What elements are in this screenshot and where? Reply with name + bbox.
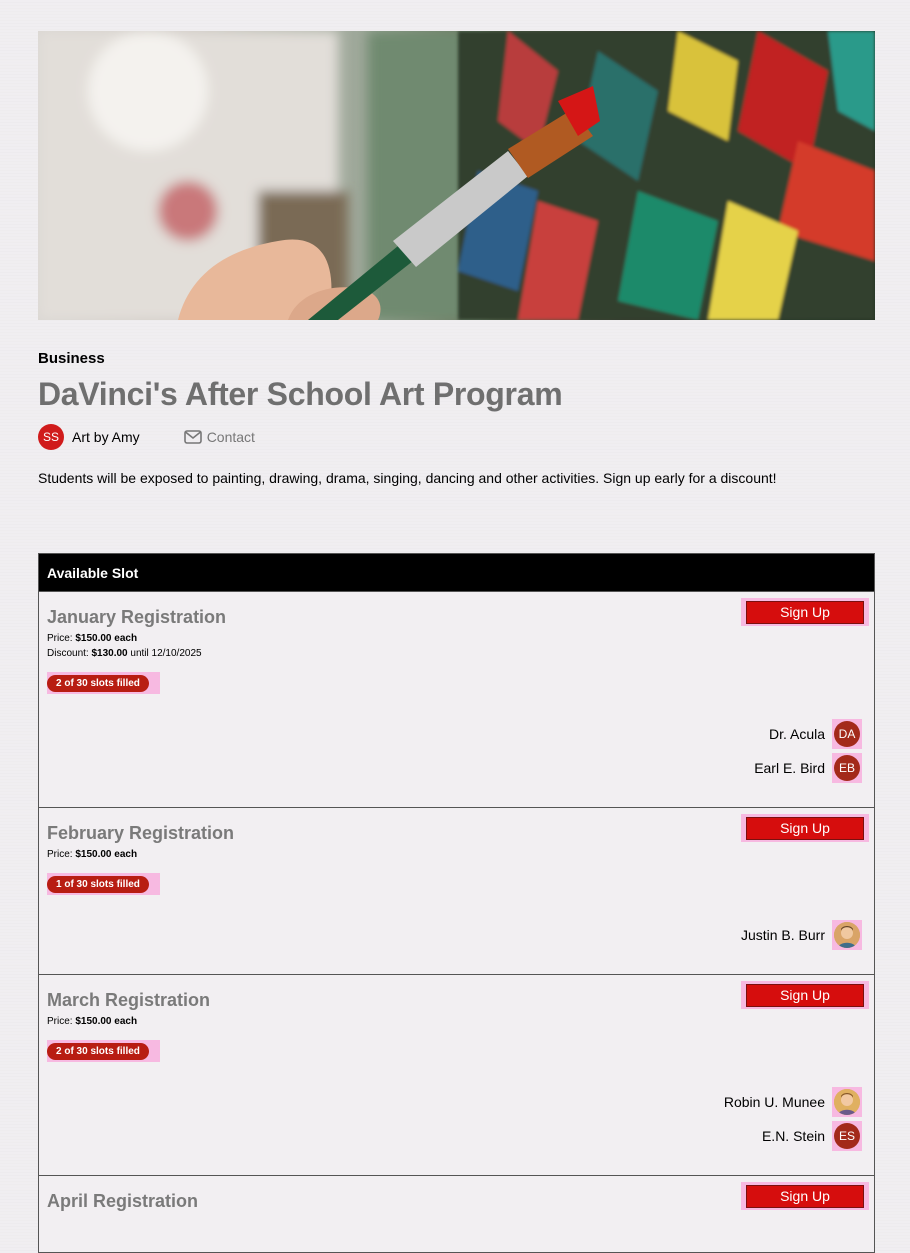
slot-row-january	[39, 591, 874, 807]
avatar: SS	[38, 424, 64, 450]
slot-row-february	[39, 807, 874, 974]
slot-row-march	[39, 974, 874, 1175]
organizer-name[interactable]: Art by Amy	[72, 429, 140, 445]
participant	[754, 753, 862, 783]
page-title: DaVinci's After School Art Program	[38, 376, 563, 412]
slot-title: March Registration	[47, 990, 211, 1010]
avatar: ES	[834, 1123, 860, 1149]
slot-title: February Registration	[47, 823, 235, 843]
slots-filled-badge: 2 of 30 slots filled	[47, 672, 160, 694]
signup-button[interactable]: Sign Up	[746, 601, 864, 624]
participant-name: Robin U. Munee	[723, 1094, 825, 1110]
slot-title: January Registration	[47, 607, 227, 627]
avatar-photo	[834, 922, 860, 948]
signup-highlight	[741, 598, 869, 626]
category-label: Business	[38, 350, 105, 367]
participant	[741, 920, 862, 950]
signup-highlight	[741, 1182, 869, 1210]
participant-name: E.N. Stein	[761, 1128, 825, 1144]
slot-discount: Discount: $130.00 until 12/10/2025	[47, 648, 202, 659]
avatar: EB	[834, 755, 860, 781]
person-photo-icon	[834, 1089, 860, 1115]
person-photo-icon	[834, 922, 860, 948]
participant	[724, 1087, 862, 1117]
signup-button[interactable]: Sign Up	[746, 984, 864, 1007]
slot-price: Price: $150.00 each	[47, 633, 138, 644]
hero-image	[38, 31, 875, 320]
slot-price: Price: $150.00 each	[47, 849, 138, 860]
paintbrush-photo	[38, 31, 875, 320]
signup-highlight	[741, 814, 869, 842]
slots-table	[38, 553, 875, 1253]
slots-filled-badge: 1 of 30 slots filled	[47, 873, 160, 895]
participant	[762, 1121, 862, 1151]
table-header: Available Slot	[39, 554, 874, 591]
description: Students will be exposed to painting, drawing, drama, singing, dancing and other activities. Sign up early for a discount!	[38, 470, 777, 486]
slot-row-april	[39, 1175, 874, 1253]
participant-name: Earl E. Bird	[754, 760, 825, 776]
slot-price: Price: $150.00 each	[47, 1016, 138, 1027]
slot-title: April Registration	[47, 1191, 199, 1211]
avatar: DA	[834, 721, 860, 747]
signup-button[interactable]: Sign Up	[746, 817, 864, 840]
participant-name: Justin B. Burr	[740, 927, 825, 943]
participant-name: Dr. Acula	[768, 726, 825, 742]
signup-button[interactable]: Sign Up	[746, 1185, 864, 1208]
envelope-icon	[184, 430, 202, 444]
participant	[769, 719, 862, 749]
signup-highlight	[741, 981, 869, 1009]
contact-link[interactable]	[184, 429, 255, 445]
avatar-photo	[834, 1089, 860, 1115]
byline	[38, 424, 255, 450]
contact-label: Contact	[206, 429, 255, 445]
slots-filled-badge: 2 of 30 slots filled	[47, 1040, 160, 1062]
